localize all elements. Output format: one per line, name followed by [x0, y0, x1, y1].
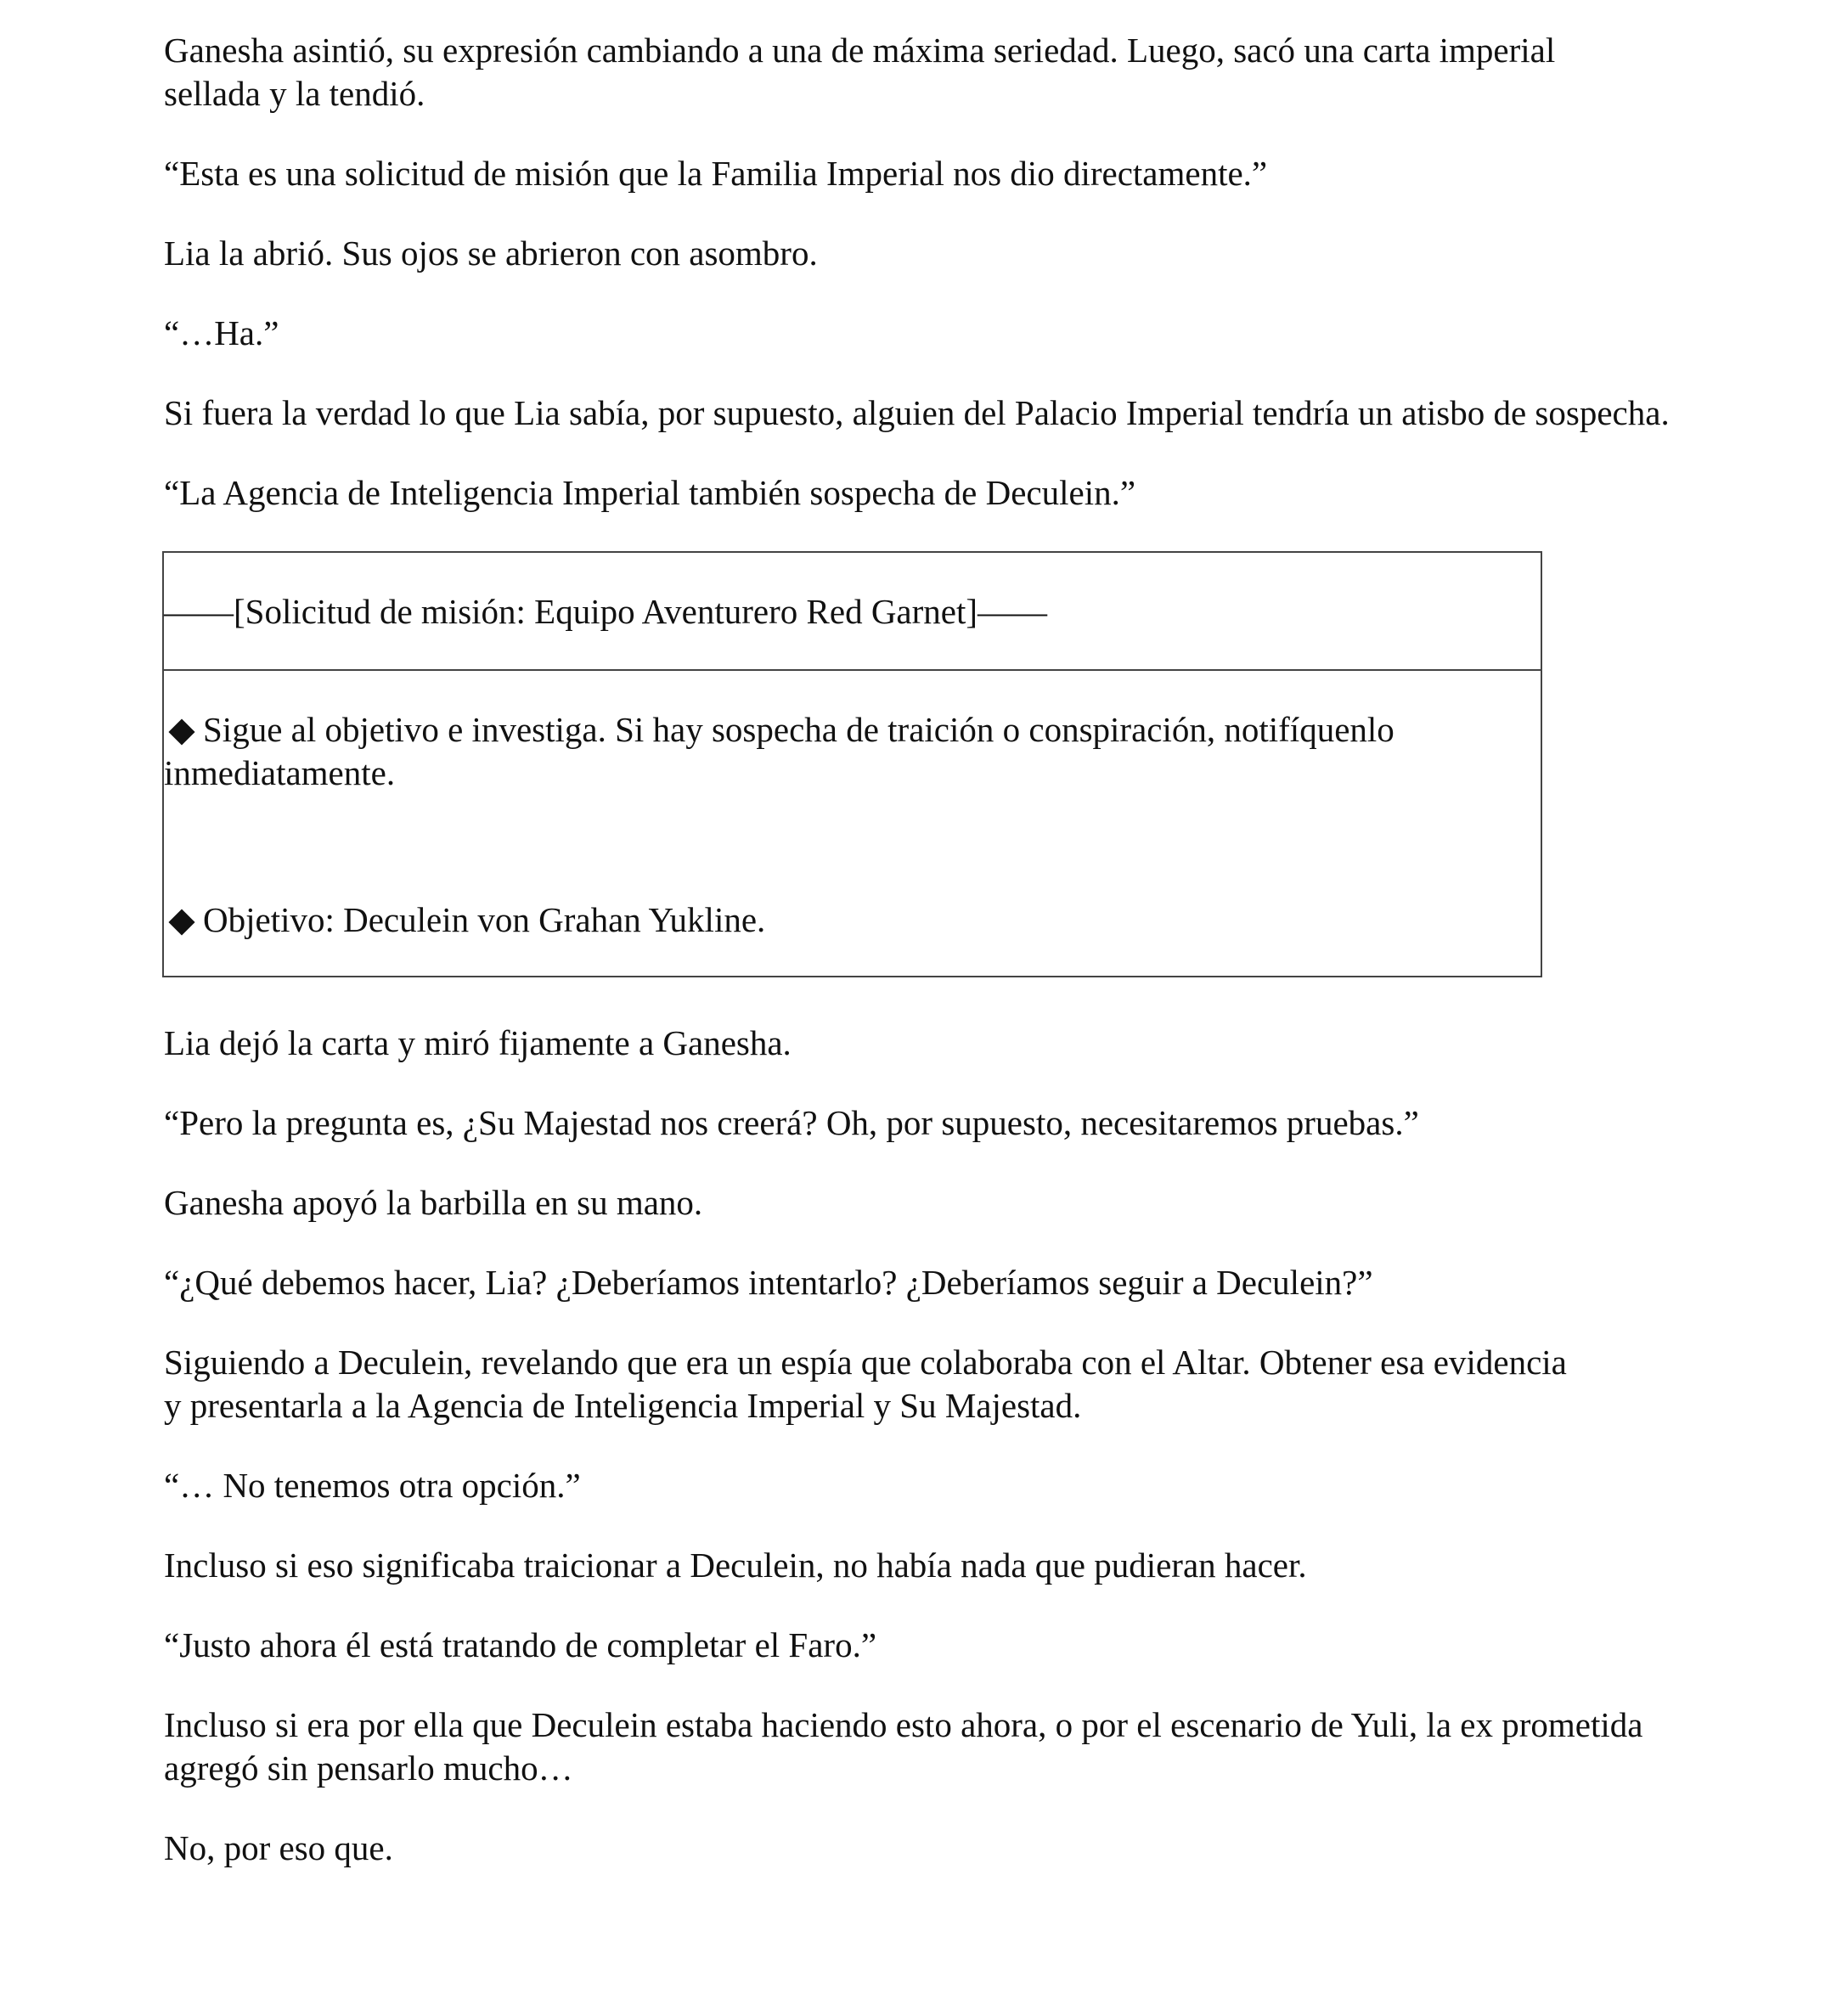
paragraph: Incluso si era por ella que Deculein estaba haciendo esto ahora, o por el escenario de Yuli, la ex prometida agregó sin pensarlo mucho… — [164, 1705, 1643, 1788]
paragraph: Incluso si eso significaba traicionar a Deculein, no había nada que pudieran hacer. — [164, 1546, 1307, 1585]
mission-item-text: Objetivo: Deculein von Grahan Yukline. — [203, 900, 766, 939]
paragraph: “¿Qué debemos hacer, Lia? ¿Deberíamos intentarlo? ¿Deberíamos seguir a Deculein?” — [164, 1263, 1373, 1302]
paragraph: Si fuera la verdad lo que Lia sabía, por supuesto, alguien del Palacio Imperial tendría un atisbo de sospecha. — [164, 393, 1670, 432]
paragraph: “Pero la pregunta es, ¿Su Majestad nos creerá? Oh, por supuesto, necesitaremos pruebas.” — [164, 1103, 1419, 1142]
paragraph: “Esta es una solicitud de misión que la Familia Imperial nos dio directamente.” — [164, 154, 1268, 193]
paragraph: “La Agencia de Inteligencia Imperial también sospecha de Deculein.” — [164, 473, 1136, 512]
paragraph: No, por eso que. — [164, 1828, 393, 1867]
diamond-icon — [168, 909, 194, 935]
mission-item — [164, 898, 1541, 942]
mission-request-body — [164, 671, 1541, 976]
mission-item-text: Sigue al objetivo e investiga. Si hay sospecha de traición o conspiración, notifíquenlo inmediatamente. — [164, 710, 1394, 792]
diamond-icon — [168, 718, 194, 745]
paragraph: Lia dejó la carta y miró fijamente a Ganesha. — [164, 1023, 792, 1062]
paragraph: Ganesha apoyó la barbilla en su mano. — [164, 1183, 703, 1222]
paragraph: “… No tenemos otra opción.” — [164, 1466, 581, 1505]
paragraph: Lia la abrió. Sus ojos se abrieron con asombro. — [164, 234, 818, 273]
mission-request-header: ——[Solicitud de misión: Equipo Aventurero Red Garnet]—— — [164, 553, 1541, 671]
paragraph: Ganesha asintió, su expresión cambiando a una de máxima seriedad. Luego, sacó una carta imperial sellada y la tendió. — [164, 31, 1556, 113]
paragraph: Siguiendo a Deculein, revelando que era un espía que colaboraba con el Altar. Obtener esa evidencia y presentarla a la Agencia de Inteligencia Imperial y Su Majestad. — [164, 1343, 1567, 1425]
document-page — [164, 29, 1718, 1906]
mission-item — [164, 708, 1541, 795]
paragraph: “…Ha.” — [164, 313, 279, 352]
mission-request-box — [162, 551, 1542, 977]
paragraph: “Justo ahora él está tratando de completar el Faro.” — [164, 1625, 877, 1664]
